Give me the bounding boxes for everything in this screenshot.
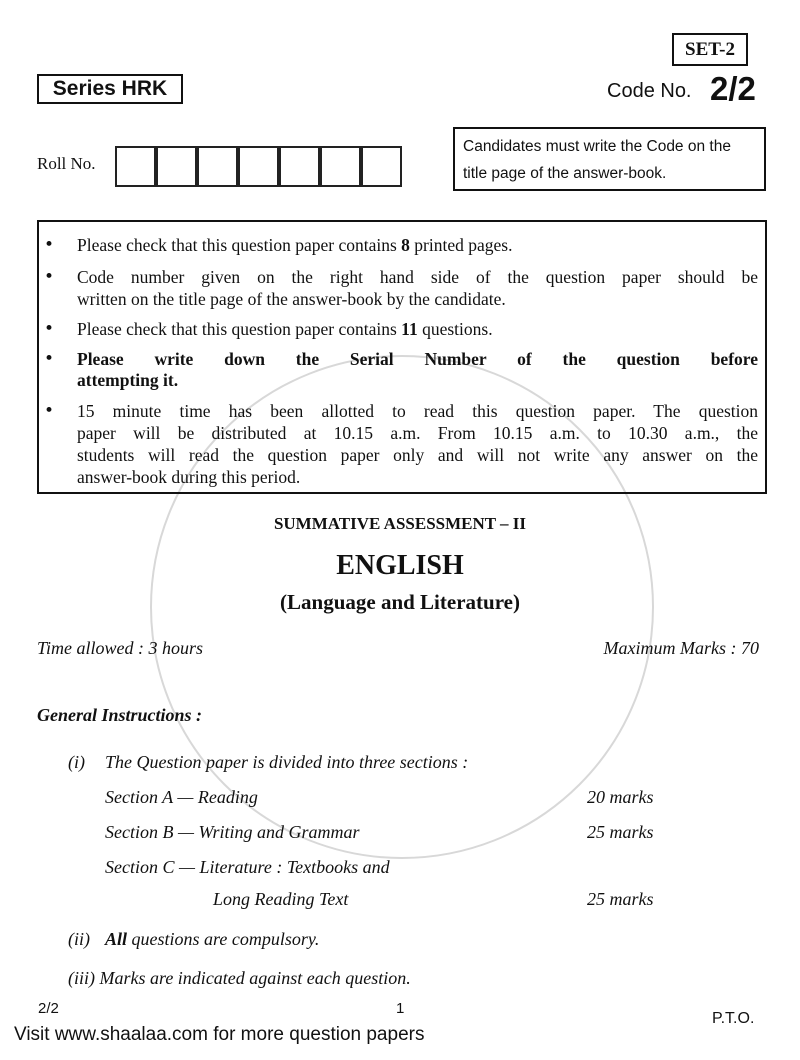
- section-name-cont: Long Reading Text: [213, 889, 349, 909]
- bullet-icon: •: [44, 267, 55, 287]
- set-badge: SET-2: [672, 33, 748, 66]
- notice-item: answer-book during this period.: [77, 467, 301, 487]
- roll-no-label: Roll No.: [37, 154, 96, 173]
- code-note-box: [453, 127, 766, 191]
- instruction-number: (ii): [68, 929, 90, 949]
- notice-text: questions.: [417, 319, 493, 339]
- instruction-bold: All: [105, 929, 128, 949]
- notice-item: [77, 235, 758, 255]
- code-note-line: title page of the answer-book.: [463, 165, 667, 182]
- footer-visit-link[interactable]: Visit www.shaalaa.com for more question papers: [14, 1024, 425, 1045]
- code-label: Code No.: [607, 80, 692, 102]
- code-value: 2/2: [710, 70, 756, 107]
- instruction-text: (iii) Marks are indicated against each question.: [68, 968, 411, 988]
- notice-text: Please check that this question paper contains: [77, 319, 402, 339]
- bullet-icon: •: [44, 401, 55, 421]
- maximum-marks: Maximum Marks : 70: [603, 638, 759, 658]
- instruction-text-rest: questions are compulsory.: [127, 929, 320, 949]
- series-badge: Series HRK: [37, 74, 183, 104]
- section-name: Section C — Literature : Textbooks and: [105, 857, 390, 877]
- notice-text: printed pages.: [409, 235, 513, 255]
- notice-item: Please write down the Serial Number of the question before: [77, 349, 758, 369]
- subject-subtitle: (Language and Literature): [280, 590, 520, 614]
- section-marks: 25 marks: [587, 822, 654, 842]
- roll-box[interactable]: [361, 146, 402, 187]
- instruction-text: [105, 929, 319, 950]
- notice-bold: 11: [401, 319, 418, 339]
- roll-box[interactable]: [238, 146, 279, 187]
- roll-box[interactable]: [197, 146, 238, 187]
- notice-item: Code number given on the right hand side of the question paper should be: [77, 267, 758, 287]
- footer-page-number: 1: [396, 1000, 405, 1017]
- roll-box[interactable]: [320, 146, 361, 187]
- assessment-title: SUMMATIVE ASSESSMENT – II: [273, 514, 527, 533]
- section-name: Section B — Writing and Grammar: [105, 822, 360, 842]
- code-note-line: Candidates must write the Code on the: [463, 138, 731, 155]
- section-marks: 25 marks: [587, 889, 654, 909]
- notice-item: paper will be distributed at 10.15 a.m. From 10.15 a.m. to 10.30 a.m., the: [77, 423, 758, 443]
- notice-item: attempting it.: [77, 370, 179, 390]
- instruction-text: The Question paper is divided into three sections :: [105, 752, 469, 772]
- subject-title: ENGLISH: [336, 550, 464, 581]
- notice-item: students will read the question paper only and will not write any answer on the: [77, 445, 758, 465]
- footer-code: 2/2: [38, 1000, 59, 1017]
- bullet-icon: •: [44, 349, 55, 369]
- section-marks: 20 marks: [587, 787, 654, 807]
- notice-bold: 8: [401, 235, 410, 255]
- bullet-icon: •: [44, 319, 55, 339]
- bullet-icon: •: [44, 235, 55, 255]
- notice-text: Please check that this question paper contains: [77, 235, 402, 255]
- roll-box[interactable]: [115, 146, 156, 187]
- roll-box[interactable]: [156, 146, 197, 187]
- notice-item: written on the title page of the answer-book by the candidate.: [77, 289, 506, 309]
- notice-item: [77, 319, 758, 339]
- section-name: Section A — Reading: [105, 787, 258, 807]
- instruction-number: (i): [68, 752, 85, 772]
- footer-pto: P.T.O.: [712, 1010, 755, 1027]
- general-instructions-heading: General Instructions :: [37, 705, 203, 725]
- roll-box[interactable]: [279, 146, 320, 187]
- time-allowed: Time allowed : 3 hours: [37, 638, 204, 658]
- notice-item: 15 minute time has been allotted to read this question paper. The question: [77, 401, 758, 421]
